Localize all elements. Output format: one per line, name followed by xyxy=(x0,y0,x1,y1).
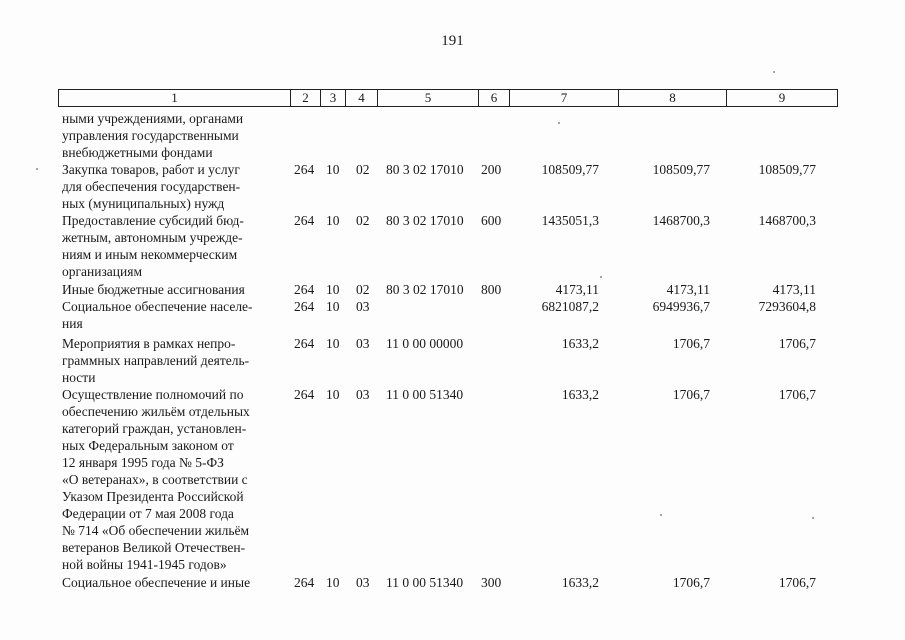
cell-subsection: 03 xyxy=(356,299,370,314)
scan-speck xyxy=(812,517,814,519)
cell-col8: 108509,77 xyxy=(652,162,710,177)
header-col-1: 1 xyxy=(59,90,291,106)
scan-speck xyxy=(773,71,775,73)
header-col-3: 3 xyxy=(321,90,346,106)
row-name-line: ных Федеральным законом от xyxy=(62,438,234,453)
cell-code: 264 xyxy=(294,299,315,314)
cell-subsection: 02 xyxy=(356,162,370,177)
header-col-8: 8 xyxy=(619,90,727,106)
row-name-line: 12 января 1995 года № 5-ФЗ xyxy=(62,455,224,470)
row-name-line: граммных направлений деятель- xyxy=(62,353,250,368)
cell-target: 80 3 02 17010 xyxy=(386,282,464,297)
cell-vr: 600 xyxy=(481,213,502,228)
row-name-line: обеспечению жильём отдельных xyxy=(62,404,250,419)
page-number: 191 xyxy=(441,33,464,49)
cell-subsection: 03 xyxy=(356,336,370,351)
header-col-6: 6 xyxy=(479,90,510,106)
cell-col8: 1706,7 xyxy=(672,387,710,402)
cell-col9: 4173,11 xyxy=(772,282,816,297)
cell-col7: 1633,2 xyxy=(561,387,599,402)
row-name-line: Федерации от 7 мая 2008 года xyxy=(62,506,234,521)
cell-col8: 6949936,7 xyxy=(652,299,710,314)
cell-vr: 200 xyxy=(481,162,502,177)
row-name xyxy=(62,335,283,386)
cell-section: 10 xyxy=(326,213,340,228)
row-name xyxy=(62,110,283,161)
header-col-7: 7 xyxy=(510,90,619,106)
cell-col8: 1468700,3 xyxy=(652,213,710,228)
row-name-line: ния xyxy=(62,316,83,331)
row-name-line: Мероприятия в рамках непро- xyxy=(62,336,236,351)
cell-section: 10 xyxy=(326,282,340,297)
cell-col9: 108509,77 xyxy=(758,162,816,177)
scan-speck xyxy=(558,122,560,124)
cell-subsection: 03 xyxy=(356,387,370,402)
row-name-line: Предоставление субсидий бюд- xyxy=(62,213,244,228)
cell-target: 11 0 00 51340 xyxy=(386,387,464,402)
cell-target: 11 0 00 00000 xyxy=(386,336,464,351)
row-name xyxy=(62,161,283,212)
scan-speck xyxy=(660,514,662,516)
cell-col9: 1706,7 xyxy=(778,387,816,402)
row-name-line: № 714 «Об обеспечении жильём xyxy=(62,523,250,538)
row-name-line: категорий граждан, установлен- xyxy=(62,421,247,436)
row-name-line: Социальное обеспечение населе- xyxy=(62,299,253,314)
row-name xyxy=(62,212,283,280)
cell-col7: 1435051,3 xyxy=(541,213,599,228)
row-name-line: жетным, автономным учрежде- xyxy=(62,230,243,245)
cell-code: 264 xyxy=(294,213,315,228)
row-name-line: ветеранов Великой Отечествен- xyxy=(62,540,246,555)
cell-subsection: 02 xyxy=(356,213,370,228)
row-name-line: ности xyxy=(62,370,96,385)
cell-vr: 300 xyxy=(481,575,502,590)
header-col-4: 4 xyxy=(346,90,378,106)
row-name xyxy=(62,386,283,573)
cell-code: 264 xyxy=(294,575,315,590)
cell-section: 10 xyxy=(326,162,340,177)
row-name-line: для обеспечения государствен- xyxy=(62,179,241,194)
cell-col9: 1706,7 xyxy=(778,336,816,351)
row-name-line: Указом Президента Российской xyxy=(62,489,244,504)
cell-col7: 4173,11 xyxy=(555,282,599,297)
row-name-line: Осуществление полномочий по xyxy=(62,387,244,402)
cell-col8: 4173,11 xyxy=(666,282,710,297)
cell-col7: 6821087,2 xyxy=(541,299,599,314)
row-name-line: «О ветеранах», в соответствии с xyxy=(62,472,248,487)
cell-target: 80 3 02 17010 xyxy=(386,213,464,228)
scan-speck xyxy=(600,276,602,278)
table-header xyxy=(58,89,838,107)
row-name-line: Закупка товаров, работ и услуг xyxy=(62,162,240,177)
row-name-line: управления государственными xyxy=(62,128,239,143)
row-name xyxy=(62,574,283,591)
row-name-line: Социальное обеспечение и иные xyxy=(62,575,251,590)
cell-col9: 7293604,8 xyxy=(758,299,816,314)
cell-col7: 108509,77 xyxy=(541,162,599,177)
row-name-line: ной войны 1941-1945 годов» xyxy=(62,557,227,572)
cell-col8: 1706,7 xyxy=(672,336,710,351)
cell-section: 10 xyxy=(326,575,340,590)
header-col-5: 5 xyxy=(378,90,479,106)
header-col-2: 2 xyxy=(291,90,321,106)
cell-code: 264 xyxy=(294,387,315,402)
row-name-line: Иные бюджетные ассигнования xyxy=(62,282,245,297)
row-name-line: ных (муниципальных) нужд xyxy=(62,196,225,211)
cell-section: 10 xyxy=(326,387,340,402)
cell-subsection: 02 xyxy=(356,282,370,297)
cell-section: 10 xyxy=(326,336,340,351)
row-name xyxy=(62,281,283,298)
cell-vr: 800 xyxy=(481,282,502,297)
row-name-line: ниям и иным некоммерческим xyxy=(62,247,238,262)
row-name-line: внебюджетными фондами xyxy=(62,145,213,160)
cell-col8: 1706,7 xyxy=(672,575,710,590)
cell-col9: 1706,7 xyxy=(778,575,816,590)
cell-col7: 1633,2 xyxy=(561,575,599,590)
cell-col7: 1633,2 xyxy=(561,336,599,351)
cell-code: 264 xyxy=(294,282,315,297)
cell-target: 80 3 02 17010 xyxy=(386,162,464,177)
row-name-line: организациям xyxy=(62,264,143,279)
header-col-9: 9 xyxy=(778,90,786,105)
cell-target: 11 0 00 51340 xyxy=(386,575,464,590)
cell-code: 264 xyxy=(294,162,315,177)
cell-section: 10 xyxy=(326,299,340,314)
row-name-line: ными учреждениями, органами xyxy=(62,111,244,126)
cell-subsection: 03 xyxy=(356,575,370,590)
cell-code: 264 xyxy=(294,336,315,351)
scan-speck xyxy=(36,168,38,170)
row-name xyxy=(62,298,283,332)
cell-col9: 1468700,3 xyxy=(758,213,816,228)
